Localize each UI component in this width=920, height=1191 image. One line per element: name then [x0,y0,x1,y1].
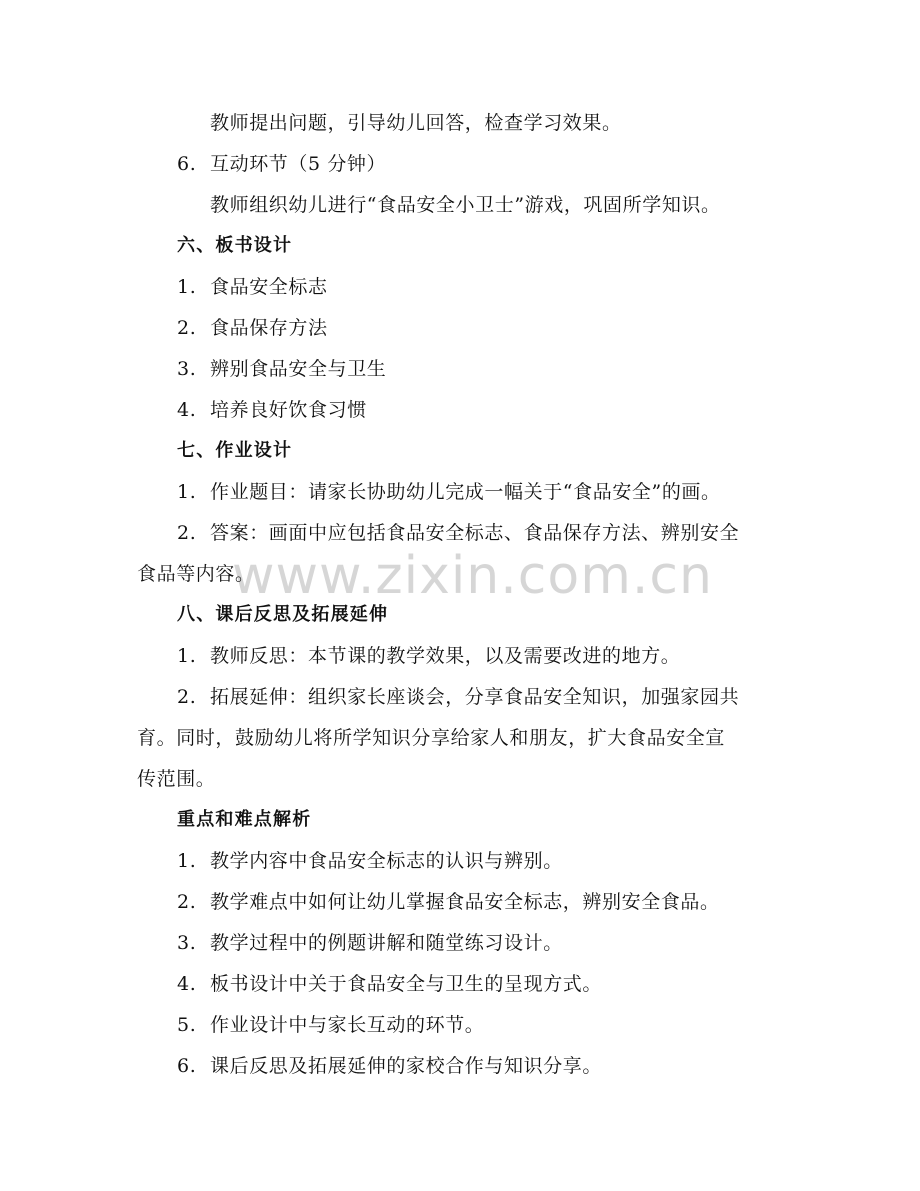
list-text-continued: 食品等内容。 [137,563,255,585]
list-number: 2. [177,686,197,708]
list-text-continued: 传范围。 [137,768,216,790]
list-item [177,315,328,341]
list-number: 5. [177,1014,197,1036]
list-text: 答案：画面中应包括食品安全标志、食品保存方法、辨别安全 [210,522,740,544]
list-item [177,889,720,915]
list-number: 3. [177,932,197,954]
list-item [177,1012,484,1038]
list-item [177,684,739,710]
list-text: 教学内容中食品安全标志的认识与辨别。 [210,850,563,872]
list-text: 板书设计中关于食品安全与卫生的呈现方式。 [210,973,603,995]
list-number: 1. [177,645,197,667]
list-item [177,1053,602,1079]
list-text-continued: 育。同时，鼓励幼儿将所学知识分享给家人和朋友，扩大食品安全宣 [137,727,726,749]
watermark: www.zixin.com.cn [232,546,713,606]
list-item [177,356,386,382]
list-item [177,479,721,505]
list-number: 3. [177,358,197,380]
list-number: 4. [177,973,197,995]
section-heading-board: 六、板书设计 [177,235,293,256]
list-text: 作业设计中与家长互动的环节。 [210,1014,485,1036]
list-item [177,971,602,997]
section-heading-reflection: 八、课后反思及拓展延伸 [177,604,389,625]
paragraph-game: 教师组织幼儿进行“食品安全小卫士”游戏，巩固所学知识。 [210,194,721,216]
list-text: 教师反思：本节课的教学效果，以及需要改进的地方。 [210,645,681,667]
list-item [177,397,367,423]
list-text: 培养良好饮食习惯 [210,399,367,421]
list-number: 1. [177,276,197,298]
list-text: 辨别食品安全与卫生 [210,358,387,380]
list-number: 4. [177,399,197,421]
list-number: 6. [177,153,197,175]
list-text: 作业题目：请家长协助幼儿完成一幅关于“食品安全”的画。 [210,481,721,503]
list-number: 6. [177,1055,197,1077]
list-number: 1. [177,850,197,872]
list-number: 1. [177,481,197,503]
list-number: 2. [177,317,197,339]
list-item [177,643,680,669]
list-item [177,520,739,546]
list-item [177,930,563,956]
list-text: 拓展延伸：组织家长座谈会，分享食品安全知识，加强家园共 [210,686,740,708]
list-text: 教学过程中的例题讲解和随堂练习设计。 [210,932,563,954]
list-item [177,274,328,300]
section-heading-key-points: 重点和难点解析 [177,809,312,830]
list-item [177,848,563,874]
list-item-interaction [177,151,386,177]
list-text: 教学难点中如何让幼儿掌握食品安全标志，辨别安全食品。 [210,891,720,913]
list-text: 食品安全标志 [210,276,328,298]
list-number: 2. [177,522,197,544]
paragraph-check-effect: 教师提出问题，引导幼儿回答，检查学习效果。 [210,112,622,134]
list-number: 2. [177,891,197,913]
section-heading-homework: 七、作业设计 [177,440,293,461]
list-text: 食品保存方法 [210,317,328,339]
list-text: 互动环节（5 分钟） [210,153,387,175]
list-text: 课后反思及拓展延伸的家校合作与知识分享。 [210,1055,603,1077]
